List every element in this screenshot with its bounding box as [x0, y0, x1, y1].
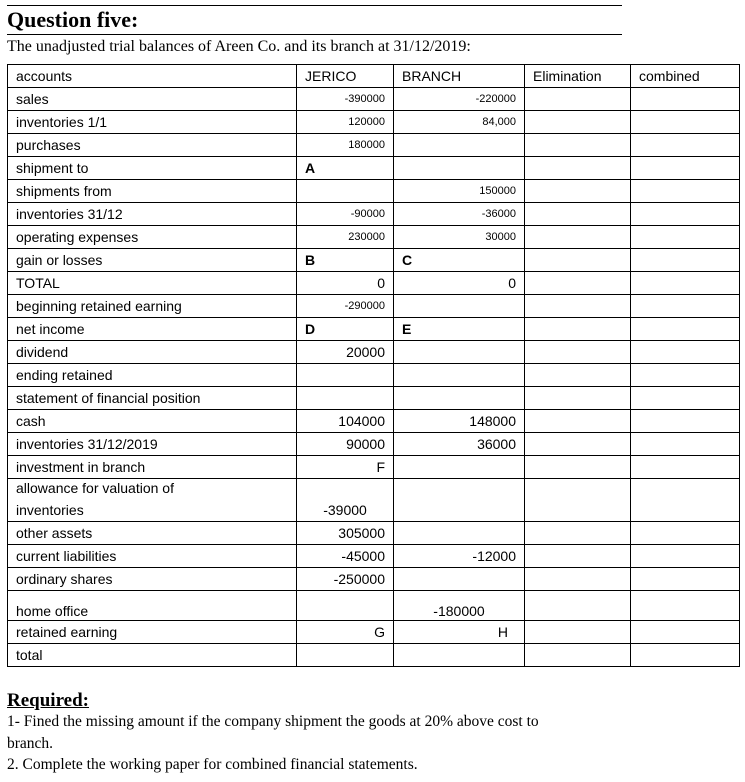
- cell-combined: [631, 456, 740, 479]
- cell-account-line: allowance for valuation of: [16, 480, 174, 496]
- cell-combined: [631, 157, 740, 180]
- cell-account: [8, 479, 297, 522]
- cell-branch: -36000: [394, 203, 525, 226]
- required-item-1: 1- Fined the missing amount if the company shipment the goods at 20% above cost to: [7, 713, 539, 730]
- table-row: [8, 410, 740, 433]
- cell-account: statement of financial position: [8, 387, 297, 410]
- cell-jerico: [297, 364, 394, 387]
- cell-elimination: [525, 591, 631, 621]
- cell-elimination: [525, 433, 631, 456]
- cell-account: ending retained: [8, 364, 297, 387]
- cell-jerico: 0: [297, 272, 394, 295]
- header-combined: combined: [631, 65, 740, 88]
- cell-elimination: [525, 410, 631, 433]
- cell-account: home office: [8, 591, 297, 621]
- title-underline: [7, 34, 622, 35]
- cell-branch: [394, 387, 525, 410]
- table-row: [8, 157, 740, 180]
- cell-combined: [631, 433, 740, 456]
- cell-account: ordinary shares: [8, 568, 297, 591]
- cell-branch: 30000: [394, 226, 525, 249]
- table-row: [8, 134, 740, 157]
- cell-jerico: A: [297, 157, 394, 180]
- cell-jerico: -290000: [297, 295, 394, 318]
- cell-account: inventories 31/12/2019: [8, 433, 297, 456]
- cell-combined: [631, 318, 740, 341]
- cell-combined: [631, 272, 740, 295]
- cell-jerico: F: [297, 456, 394, 479]
- cell-jerico: -45000: [297, 545, 394, 568]
- cell-branch: -220000: [394, 88, 525, 111]
- cell-combined: [631, 410, 740, 433]
- cell-elimination: [525, 364, 631, 387]
- cell-jerico: -250000: [297, 568, 394, 591]
- cell-elimination: [525, 203, 631, 226]
- table-row: [8, 249, 740, 272]
- required-item-2: 2. Complete the working paper for combined financial statements.: [7, 756, 418, 773]
- cell-jerico: 120000: [297, 111, 394, 134]
- table-row: [8, 568, 740, 591]
- cell-elimination: [525, 568, 631, 591]
- required-item-1-cont: branch.: [7, 735, 54, 752]
- cell-branch: [394, 456, 525, 479]
- cell-account: gain or losses: [8, 249, 297, 272]
- cell-elimination: [525, 111, 631, 134]
- required-heading: Required:: [7, 690, 89, 711]
- cell-account: investment in branch: [8, 456, 297, 479]
- table-row: [8, 341, 740, 364]
- cell-combined: [631, 591, 740, 621]
- header-jerico: JERICO: [297, 65, 394, 88]
- table-row: [8, 88, 740, 111]
- cell-combined: [631, 522, 740, 545]
- cell-combined: [631, 644, 740, 667]
- cell-account: TOTAL: [8, 272, 297, 295]
- cell-branch: C: [394, 249, 525, 272]
- cell-account: shipments from: [8, 180, 297, 203]
- cell-account: other assets: [8, 522, 297, 545]
- cell-account: inventories 1/1: [8, 111, 297, 134]
- table-row: [8, 621, 740, 644]
- cell-account: beginning retained earning: [8, 295, 297, 318]
- cell-jerico: 104000: [297, 410, 394, 433]
- cell-account: purchases: [8, 134, 297, 157]
- cell-combined: [631, 88, 740, 111]
- cell-jerico: -390000: [297, 88, 394, 111]
- cell-jerico: [297, 591, 394, 621]
- table-row: [8, 522, 740, 545]
- cell-branch: E: [394, 318, 525, 341]
- cell-combined: [631, 134, 740, 157]
- question-title: Question five:: [7, 7, 139, 32]
- cell-jerico: 180000: [297, 134, 394, 157]
- cell-elimination: [525, 134, 631, 157]
- table-row: [8, 111, 740, 134]
- cell-jerico: [297, 387, 394, 410]
- cell-branch: [394, 568, 525, 591]
- cell-jerico: 90000: [297, 433, 394, 456]
- cell-elimination: [525, 180, 631, 203]
- table-row: [8, 456, 740, 479]
- cell-branch: [394, 295, 525, 318]
- cell-jerico: [297, 644, 394, 667]
- cell-combined: [631, 621, 740, 644]
- cell-jerico: [297, 180, 394, 203]
- table-row: [8, 272, 740, 295]
- cell-account: total: [8, 644, 297, 667]
- cell-elimination: [525, 272, 631, 295]
- cell-jerico: D: [297, 318, 394, 341]
- header-elimination: Elimination: [525, 65, 631, 88]
- cell-branch: [394, 364, 525, 387]
- cell-account: dividend: [8, 341, 297, 364]
- cell-elimination: [525, 88, 631, 111]
- top-rule: [7, 5, 622, 6]
- cell-elimination: [525, 341, 631, 364]
- cell-branch: [394, 341, 525, 364]
- cell-elimination: [525, 295, 631, 318]
- cell-jerico: -90000: [297, 203, 394, 226]
- cell-branch: 0: [394, 272, 525, 295]
- cell-combined: [631, 180, 740, 203]
- cell-branch: 84,000: [394, 111, 525, 134]
- cell-account: operating expenses: [8, 226, 297, 249]
- cell-combined: [631, 249, 740, 272]
- cell-jerico: 230000: [297, 226, 394, 249]
- cell-combined: [631, 203, 740, 226]
- cell-branch: -180000: [394, 591, 525, 621]
- cell-elimination: [525, 644, 631, 667]
- header-accounts: accounts: [8, 65, 297, 88]
- cell-elimination: [525, 456, 631, 479]
- cell-jerico: -39000: [297, 479, 394, 522]
- table-row: [8, 318, 740, 341]
- table-row: [8, 295, 740, 318]
- table-row: [8, 226, 740, 249]
- cell-combined: [631, 226, 740, 249]
- cell-elimination: [525, 621, 631, 644]
- cell-jerico: G: [297, 621, 394, 644]
- table-row: [8, 203, 740, 226]
- cell-combined: [631, 364, 740, 387]
- cell-account: sales: [8, 88, 297, 111]
- table-row: [8, 364, 740, 387]
- table-row: [8, 644, 740, 667]
- cell-elimination: [525, 249, 631, 272]
- table-row: [8, 479, 740, 522]
- cell-elimination: [525, 545, 631, 568]
- table-row: [8, 180, 740, 203]
- cell-account: cash: [8, 410, 297, 433]
- cell-elimination: [525, 479, 631, 522]
- cell-branch: [394, 644, 525, 667]
- cell-combined: [631, 479, 740, 522]
- cell-branch: 36000: [394, 433, 525, 456]
- cell-account: shipment to: [8, 157, 297, 180]
- cell-branch: H: [394, 621, 525, 644]
- table-row: [8, 591, 740, 621]
- cell-account: current liabilities: [8, 545, 297, 568]
- table-row: [8, 545, 740, 568]
- header-branch: BRANCH: [394, 65, 525, 88]
- cell-elimination: [525, 318, 631, 341]
- cell-combined: [631, 111, 740, 134]
- cell-jerico: 20000: [297, 341, 394, 364]
- cell-account: net income: [8, 318, 297, 341]
- cell-elimination: [525, 387, 631, 410]
- cell-combined: [631, 387, 740, 410]
- cell-combined: [631, 568, 740, 591]
- cell-combined: [631, 341, 740, 364]
- cell-branch: [394, 157, 525, 180]
- cell-combined: [631, 545, 740, 568]
- cell-account: inventories 31/12: [8, 203, 297, 226]
- table-row: [8, 433, 740, 456]
- cell-branch: -12000: [394, 545, 525, 568]
- cell-elimination: [525, 157, 631, 180]
- cell-combined: [631, 295, 740, 318]
- cell-elimination: [525, 522, 631, 545]
- cell-branch: [394, 522, 525, 545]
- header-row: [8, 65, 740, 88]
- cell-branch: [394, 134, 525, 157]
- cell-branch: 150000: [394, 180, 525, 203]
- cell-branch: [394, 479, 525, 522]
- trial-balance-table: [7, 64, 740, 667]
- cell-elimination: [525, 226, 631, 249]
- cell-branch: 148000: [394, 410, 525, 433]
- cell-account-line: inventories: [16, 502, 84, 518]
- cell-account: retained earning: [8, 621, 297, 644]
- cell-jerico: 305000: [297, 522, 394, 545]
- table-row: [8, 387, 740, 410]
- cell-jerico: B: [297, 249, 394, 272]
- intro-text: The unadjusted trial balances of Areen Co. and its branch at 31/12/2019:: [7, 38, 471, 55]
